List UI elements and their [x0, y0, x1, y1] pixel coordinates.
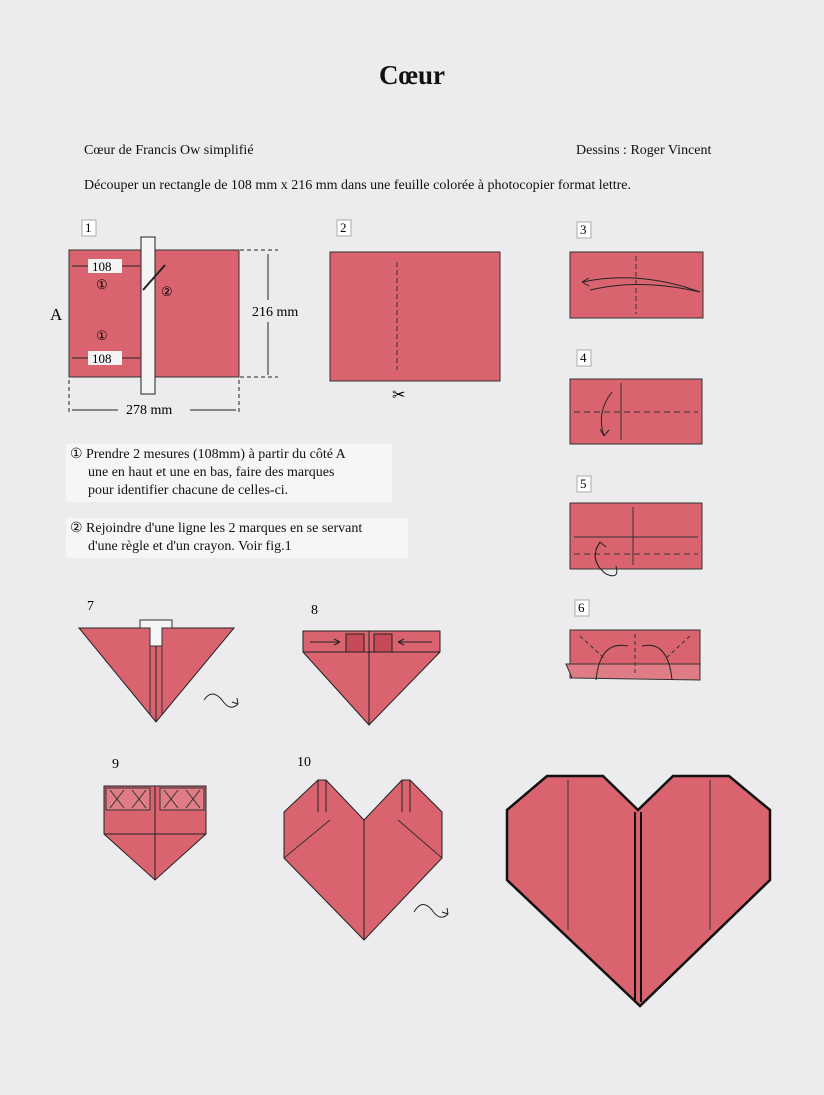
figure-4	[570, 350, 702, 444]
figure-2	[330, 220, 500, 404]
step-number: 7	[87, 599, 94, 614]
mark-1-bottom: ①	[96, 328, 108, 343]
note-1	[66, 444, 392, 502]
note-2-line-2: d'une règle et d'un crayon. Voir fig.1	[88, 539, 292, 554]
step-number: 1	[85, 220, 92, 235]
figure-6	[566, 600, 700, 680]
height-measure-label: 216 mm	[252, 305, 299, 320]
paper-shape	[284, 780, 442, 940]
note-2	[66, 518, 408, 558]
step-number: 3	[580, 222, 587, 237]
note-1-line-1: ① Prendre 2 mesures (108mm) à partir du côté A	[70, 447, 346, 462]
side-a-label: A	[50, 305, 63, 324]
page-title: Cœur	[379, 60, 445, 90]
drawings-credit: Dessins : Roger Vincent	[576, 143, 712, 158]
figure-1	[50, 220, 298, 418]
figure-9	[104, 757, 206, 880]
heart-shape	[507, 776, 770, 1006]
step-number: 5	[580, 476, 587, 491]
folded-strip	[566, 664, 700, 680]
mark-2: ②	[161, 284, 173, 299]
model-credit: Cœur de Francis Ow simplifié	[84, 143, 254, 158]
width-measure-label: 278 mm	[126, 403, 173, 418]
step-number: 4	[580, 350, 587, 365]
scissors-icon: ✂	[392, 387, 406, 404]
final-heart	[507, 776, 770, 1006]
paper-rectangle	[330, 252, 500, 381]
figure-7	[79, 599, 238, 722]
note-1-line-3: pour identifier chacune de celles-ci.	[88, 483, 289, 498]
mark-1-top: ①	[96, 277, 108, 292]
step-number: 10	[297, 755, 311, 770]
figure-3	[570, 222, 703, 318]
step-number: 6	[578, 600, 585, 615]
note-2-line-1: ② Rejoindre d'une ligne les 2 marques en se servant	[70, 521, 363, 536]
top-measure-label: 108	[92, 259, 112, 274]
figure-8	[303, 603, 440, 725]
paper-rectangle	[570, 503, 702, 569]
step-number: 8	[311, 603, 318, 618]
step-number: 9	[112, 757, 119, 772]
step-number: 2	[340, 220, 347, 235]
ruler	[141, 237, 155, 394]
note-1-line-2: une en haut et une en bas, faire des marques	[88, 465, 335, 480]
figure-10	[284, 755, 448, 940]
cutting-instruction: Découper un rectangle de 108 mm x 216 mm dans une feuille colorée à photocopier format lettre.	[84, 178, 631, 193]
paper-shape	[303, 631, 440, 725]
figure-5	[570, 476, 702, 576]
bottom-measure-label: 108	[92, 351, 112, 366]
